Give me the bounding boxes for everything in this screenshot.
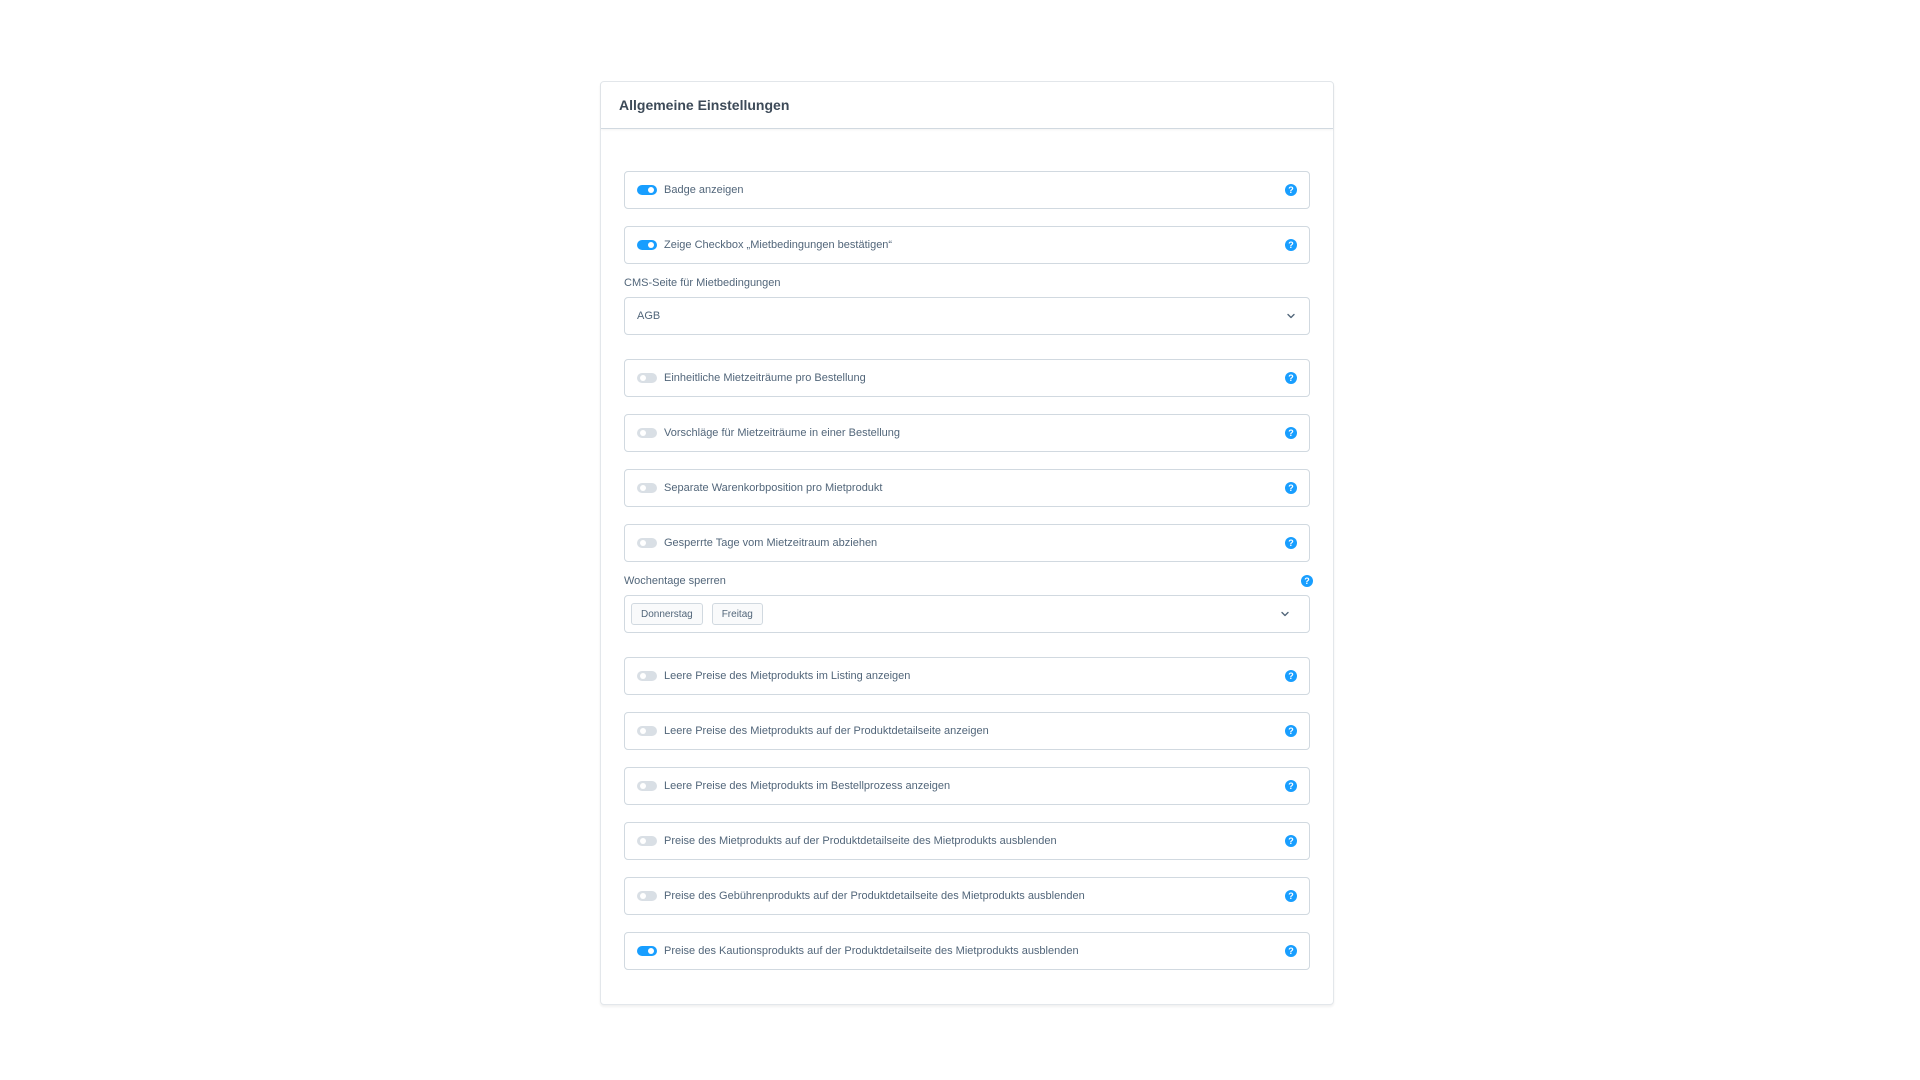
setting-hide-deposit-prices [624, 932, 1310, 970]
help-icon[interactable]: ? [1285, 725, 1297, 737]
blocked-days-label: Gesperrte Tage vom Mietzeitraum abziehen [664, 537, 878, 549]
setting-separate-cart [624, 469, 1310, 507]
settings-card [600, 81, 1334, 1005]
help-icon[interactable]: ? [1301, 575, 1313, 587]
hide-fee-prices-toggle[interactable] [637, 891, 657, 901]
empty-prices-detail-label: Leere Preise des Mietprodukts auf der Produktdetailseite anzeigen [664, 725, 989, 737]
help-icon[interactable]: ? [1285, 670, 1297, 682]
empty-prices-listing-toggle[interactable] [637, 671, 657, 681]
hide-fee-prices-label: Preise des Gebührenprodukts auf der Produktdetailseite des Mietprodukts ausblenden [664, 890, 1085, 902]
weekday-chip[interactable]: Freitag [712, 603, 763, 625]
help-icon[interactable]: ? [1285, 482, 1297, 494]
empty-prices-checkout-label: Leere Preise des Mietprodukts im Bestellprozess anzeigen [664, 780, 951, 792]
help-icon[interactable]: ? [1285, 239, 1297, 251]
empty-prices-checkout-toggle[interactable] [637, 781, 657, 791]
chevron-down-icon[interactable] [1285, 310, 1297, 322]
empty-prices-detail-toggle[interactable] [637, 726, 657, 736]
setting-hide-fee-prices [624, 877, 1310, 915]
card-title: Allgemeine Einstellungen [601, 82, 1333, 129]
setting-blocked-days [624, 524, 1310, 562]
help-icon[interactable]: ? [1285, 945, 1297, 957]
badge-toggle[interactable] [637, 185, 657, 195]
setting-empty-prices-detail [624, 712, 1310, 750]
help-icon[interactable]: ? [1285, 835, 1297, 847]
uniform-periods-label: Einheitliche Mietzeiträume pro Bestellung [664, 372, 866, 384]
setting-uniform-periods [624, 359, 1310, 397]
empty-prices-listing-label: Leere Preise des Mietprodukts im Listing anzeigen [664, 670, 911, 682]
hide-deposit-prices-label: Preise des Kautionsprodukts auf der Produktdetailseite des Mietprodukts ausblenden [664, 945, 1079, 957]
setting-badge [624, 171, 1310, 209]
help-icon[interactable]: ? [1285, 184, 1297, 196]
setting-empty-prices-listing [624, 657, 1310, 695]
cms-page-label: CMS-Seite für Mietbedingungen [624, 277, 781, 289]
checkbox-terms-label: Zeige Checkbox „Mietbedingungen bestätigen“ [664, 239, 893, 251]
suggestions-label: Vorschläge für Mietzeiträume in einer Bestellung [664, 427, 901, 439]
separate-cart-toggle[interactable] [637, 483, 657, 493]
weekdays-label: Wochentage sperren [624, 575, 726, 587]
chevron-down-icon[interactable] [1279, 608, 1291, 620]
hide-rental-prices-label: Preise des Mietprodukts auf der Produktdetailseite des Mietprodukts ausblenden [664, 835, 1057, 847]
separate-cart-label: Separate Warenkorbposition pro Mietprodukt [664, 482, 883, 494]
help-icon[interactable]: ? [1285, 780, 1297, 792]
help-icon[interactable]: ? [1285, 537, 1297, 549]
hide-deposit-prices-toggle[interactable] [637, 946, 657, 956]
badge-label: Badge anzeigen [664, 184, 744, 196]
blocked-days-toggle[interactable] [637, 538, 657, 548]
weekdays-chips [631, 603, 1279, 625]
weekdays-multiselect[interactable] [624, 595, 1310, 633]
help-icon[interactable]: ? [1285, 427, 1297, 439]
uniform-periods-toggle[interactable] [637, 373, 657, 383]
setting-hide-rental-prices [624, 822, 1310, 860]
hide-rental-prices-toggle[interactable] [637, 836, 657, 846]
setting-checkbox-terms [624, 226, 1310, 264]
help-icon[interactable]: ? [1285, 372, 1297, 384]
weekday-chip[interactable]: Donnerstag [631, 603, 703, 625]
setting-empty-prices-checkout [624, 767, 1310, 805]
suggestions-toggle[interactable] [637, 428, 657, 438]
help-icon[interactable]: ? [1285, 890, 1297, 902]
cms-page-value: AGB [637, 310, 661, 322]
cms-page-select[interactable] [624, 297, 1310, 335]
checkbox-terms-toggle[interactable] [637, 240, 657, 250]
setting-suggestions [624, 414, 1310, 452]
